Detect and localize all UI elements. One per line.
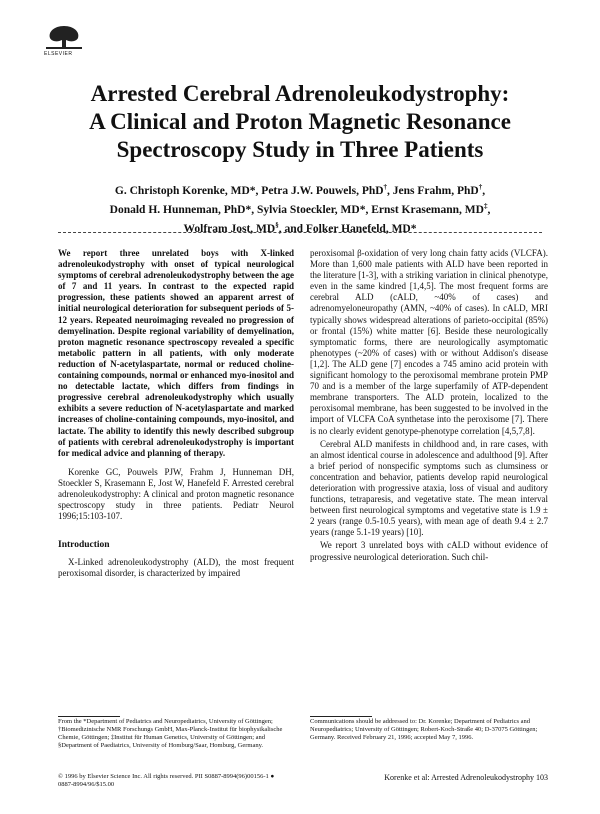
left-column — [58, 248, 294, 582]
right-column — [310, 248, 548, 565]
abstract: We report three unrelated boys with X-linked adrenoleukodystrophy with onset of typical neurological symptoms of cerebral adrenoleukodystrophy between the age of 7 and 11 years. In contrast to the expected rapid progression, these patients showed an apparent arrest of initial neurological deterioration for subsequent periods of 5-12 years. Repeated neuroimaging revealed no progression of demyelination. Despite regional variability of demyelination, proton magnetic resonance spectroscopy revealed a specific metabolic pattern in all patients, with only moderate reduction of N-acetylaspartate, normal or reduced choline-containing compounds, normal or enhanced myo-inositol and no detectable lactate, which differs from findings in progressive cerebral adrenoleukodystrophy which usually exhibits a severe reduction of N-acetylaspartate and marked increases of choline-containing compounds, myo-inositol, and lactate. The ability to identify this newly described subgroup of patients with cerebral adrenoleukodystrophy is important for medical advice and planning of therapy. — [58, 248, 294, 458]
author-line: Wolfram Jost, MD§, and Folker Hanefeld, MD* — [183, 220, 417, 235]
footnote-divider — [310, 716, 372, 717]
author-list — [70, 180, 530, 236]
publisher-logo — [44, 22, 84, 57]
title-line: Spectroscopy Study in Three Patients — [116, 137, 484, 162]
publisher-name: ELSEVIER — [44, 51, 73, 57]
author-line: G. Christoph Korenke, MD*, Petra J.W. Pouwels, PhD†, Jens Frahm, PhD†, — [114, 183, 486, 197]
elsevier-tree-icon — [44, 22, 84, 50]
body-paragraph: Cerebral ALD manifests in childhood and, in rare cases, with an almost identical course in adolescence and adulthood [9]. After a brief period of nonspecific symptoms such as clumsiness or concentration and behavior, patients develop rapid neurological deterioration with progressive ataxia, loss of visual and auditory functions, tetraparesis, and vegetative state. The mean interval between first neurological symptoms and vegetative state is 1.9 ± 2 years (range 0.5-10.5 years), with mean age of death 9.4 ± 2.7 years (range 5.1-19 years) [10]. — [310, 438, 548, 538]
article-title — [40, 80, 560, 164]
footnote-divider — [58, 716, 120, 717]
running-footer: Korenke et al: Arrested Adrenoleukodystrophy 103 — [384, 773, 548, 782]
citation: Korenke GC, Pouwels PJW, Frahm J, Hunneman DH, Stoeckler S, Krasemann E, Jost W, Hanefeld F. Arrested cerebral adrenoleukodystrophy: A clinical and proton magnetic resonance spectroscopy study in three patients. Pediatr Neurol 1996;15:103-107. — [58, 466, 294, 522]
correspondence-footnote: Communications should be addressed to: Dr. Korenke; Department of Pediatrics and Neuropediatrics; University of Göttingen; Robert-Koch-Straße 40; D-37075 Göttingen; Germany. Received February 21, 1996; accepted May 7, 1996. — [310, 718, 538, 741]
title-divider — [58, 232, 542, 233]
title-line: A Clinical and Proton Magnetic Resonance — [89, 109, 511, 134]
body-paragraph: We report 3 unrelated boys with cALD without evidence of progressive neurological deterioration. Such chil- — [310, 540, 548, 562]
title-line: Arrested Cerebral Adrenoleukodystrophy: — [90, 81, 510, 106]
affiliation-footnote: From the *Department of Pediatrics and Neuropediatrics, University of Göttingen; †Biomedizinische NMR Forschungs GmbH, Max-Planck-Institut für biophysikalische Chemie, Göttingen; ‡Institut für Human Genetics, University of Göttingen; and §Department of Paediatrics, University of Homburg/Saar, Homburg, Germany. — [58, 718, 283, 749]
section-heading-introduction: Introduction — [58, 540, 110, 551]
author-line: Donald H. Hunneman, PhD*, Sylvia Stoeckler, MD*, Ernst Krasemann, MD‡, — [109, 201, 491, 216]
body-paragraph: peroxisomal β-oxidation of very long chain fatty acids (VLCFA). More than 1,600 male patients with ALD have been reported in the literature [1-3], with a striking variation in clinical phenotype, even in the same kindred [1,4,5]. The most frequent forms are cerebral ALD (cALD, ~40% of cases) and adrenomyeloneuropathy (AMN, ~40% of cases). In cALD, MRI typically shows widespread alterations of parieto-occipital (85%) or frontal (15%) white matter [6]. Beside these neurologically symptomatic forms, there are neurologically asymptomatic phenotypes (~20% of cases) with or without Addison's disease [1,2]. The ALD gene [7] encodes a 745 amino acid protein with significant homology to the peroxisomal membrane protein PMP 70 and is a member of the large superfamily of ATP-dependent membrane transporters. The ALD protein, localized to the peroxisomal membrane, has been suggested to be involved in the import of VLCFA CoA synthetase into the peroxisome [7]. There is no clearly evident genotype-phenotype correlation [4,5,7,8]. — [310, 248, 548, 436]
body-paragraph: X-Linked adrenoleukodystrophy (ALD), the most frequent peroxisomal disorder, is characterized by impaired — [58, 557, 294, 579]
copyright-line: © 1996 by Elsevier Science Inc. All rights reserved. PII S0887-8994(96)00156-1 ● 0887-8994/96/$15.00 — [58, 773, 275, 788]
